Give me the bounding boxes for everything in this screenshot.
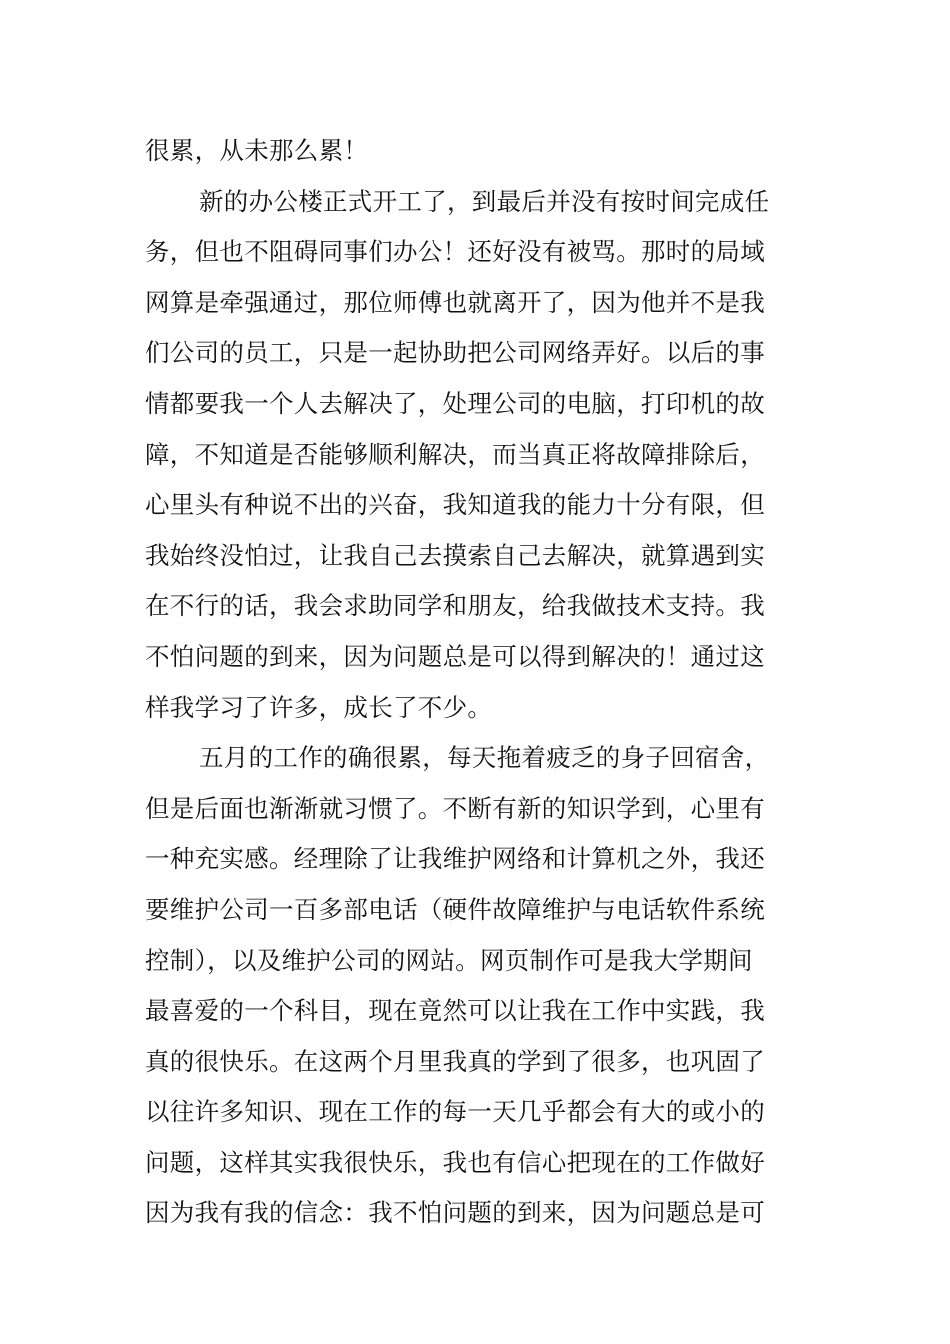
text-line: 一种充实感。经理除了让我维护网络和计算机之外，我还 — [145, 844, 765, 874]
text-line: 控制），以及维护公司的网站。网页制作可是我大学期间 — [145, 945, 753, 975]
text-line: 但是后面也渐渐就习惯了。不断有新的知识学到，心里有 — [145, 793, 765, 823]
text-line: 在不行的话，我会求助同学和朋友，给我做技术支持。我 — [145, 591, 765, 621]
text-line: 真的很快乐。在这两个月里我真的学到了很多，也巩固了 — [145, 1046, 765, 1076]
text-line: 们公司的员工，只是一起协助把公司网络弄好。以后的事 — [145, 338, 765, 368]
text-line: 很累，从未那么累！ — [145, 136, 369, 165]
text-line: 因为我有我的信念：我不怕问题的到来，因为问题总是可 — [145, 1198, 765, 1228]
text-line: 网算是牵强通过，那位师傅也就离开了，因为他并不是我 — [145, 287, 765, 317]
text-line: 心里头有种说不出的兴奋，我知道我的能力十分有限，但 — [145, 490, 765, 520]
text-line: 务，但也不阻碍同事们办公！还好没有被骂。那时的局域 — [145, 237, 765, 267]
text-line: 不怕问题的到来，因为问题总是可以得到解决的！通过这 — [145, 641, 765, 671]
text-line: 最喜爱的一个科目，现在竟然可以让我在工作中实践，我 — [145, 996, 765, 1026]
text-line: 样我学习了许多，成长了不少。 — [145, 692, 493, 722]
document-page — [145, 126, 809, 1239]
text-line: 要维护公司一百多部电话（硬件故障维护与电话软件系统 — [145, 894, 765, 924]
text-line: 障，不知道是否能够顺利解决，而当真正将故障排除后， — [145, 439, 765, 469]
text-line: 问题，这样其实我很快乐，我也有信心把现在的工作做好 — [145, 1147, 765, 1177]
text-line: 五月的工作的确很累，每天拖着疲乏的身子回宿舍， — [199, 743, 770, 773]
text-line: 我始终没怕过，让我自己去摸索自己去解决，就算遇到实 — [145, 540, 765, 570]
text-line: 以往许多知识、现在工作的每一天几乎都会有大的或小的 — [145, 1097, 765, 1127]
text-line: 情都要我一个人去解决了，处理公司的电脑，打印机的故 — [145, 388, 765, 418]
text-line: 新的办公楼正式开工了，到最后并没有按时间完成任 — [199, 186, 770, 216]
